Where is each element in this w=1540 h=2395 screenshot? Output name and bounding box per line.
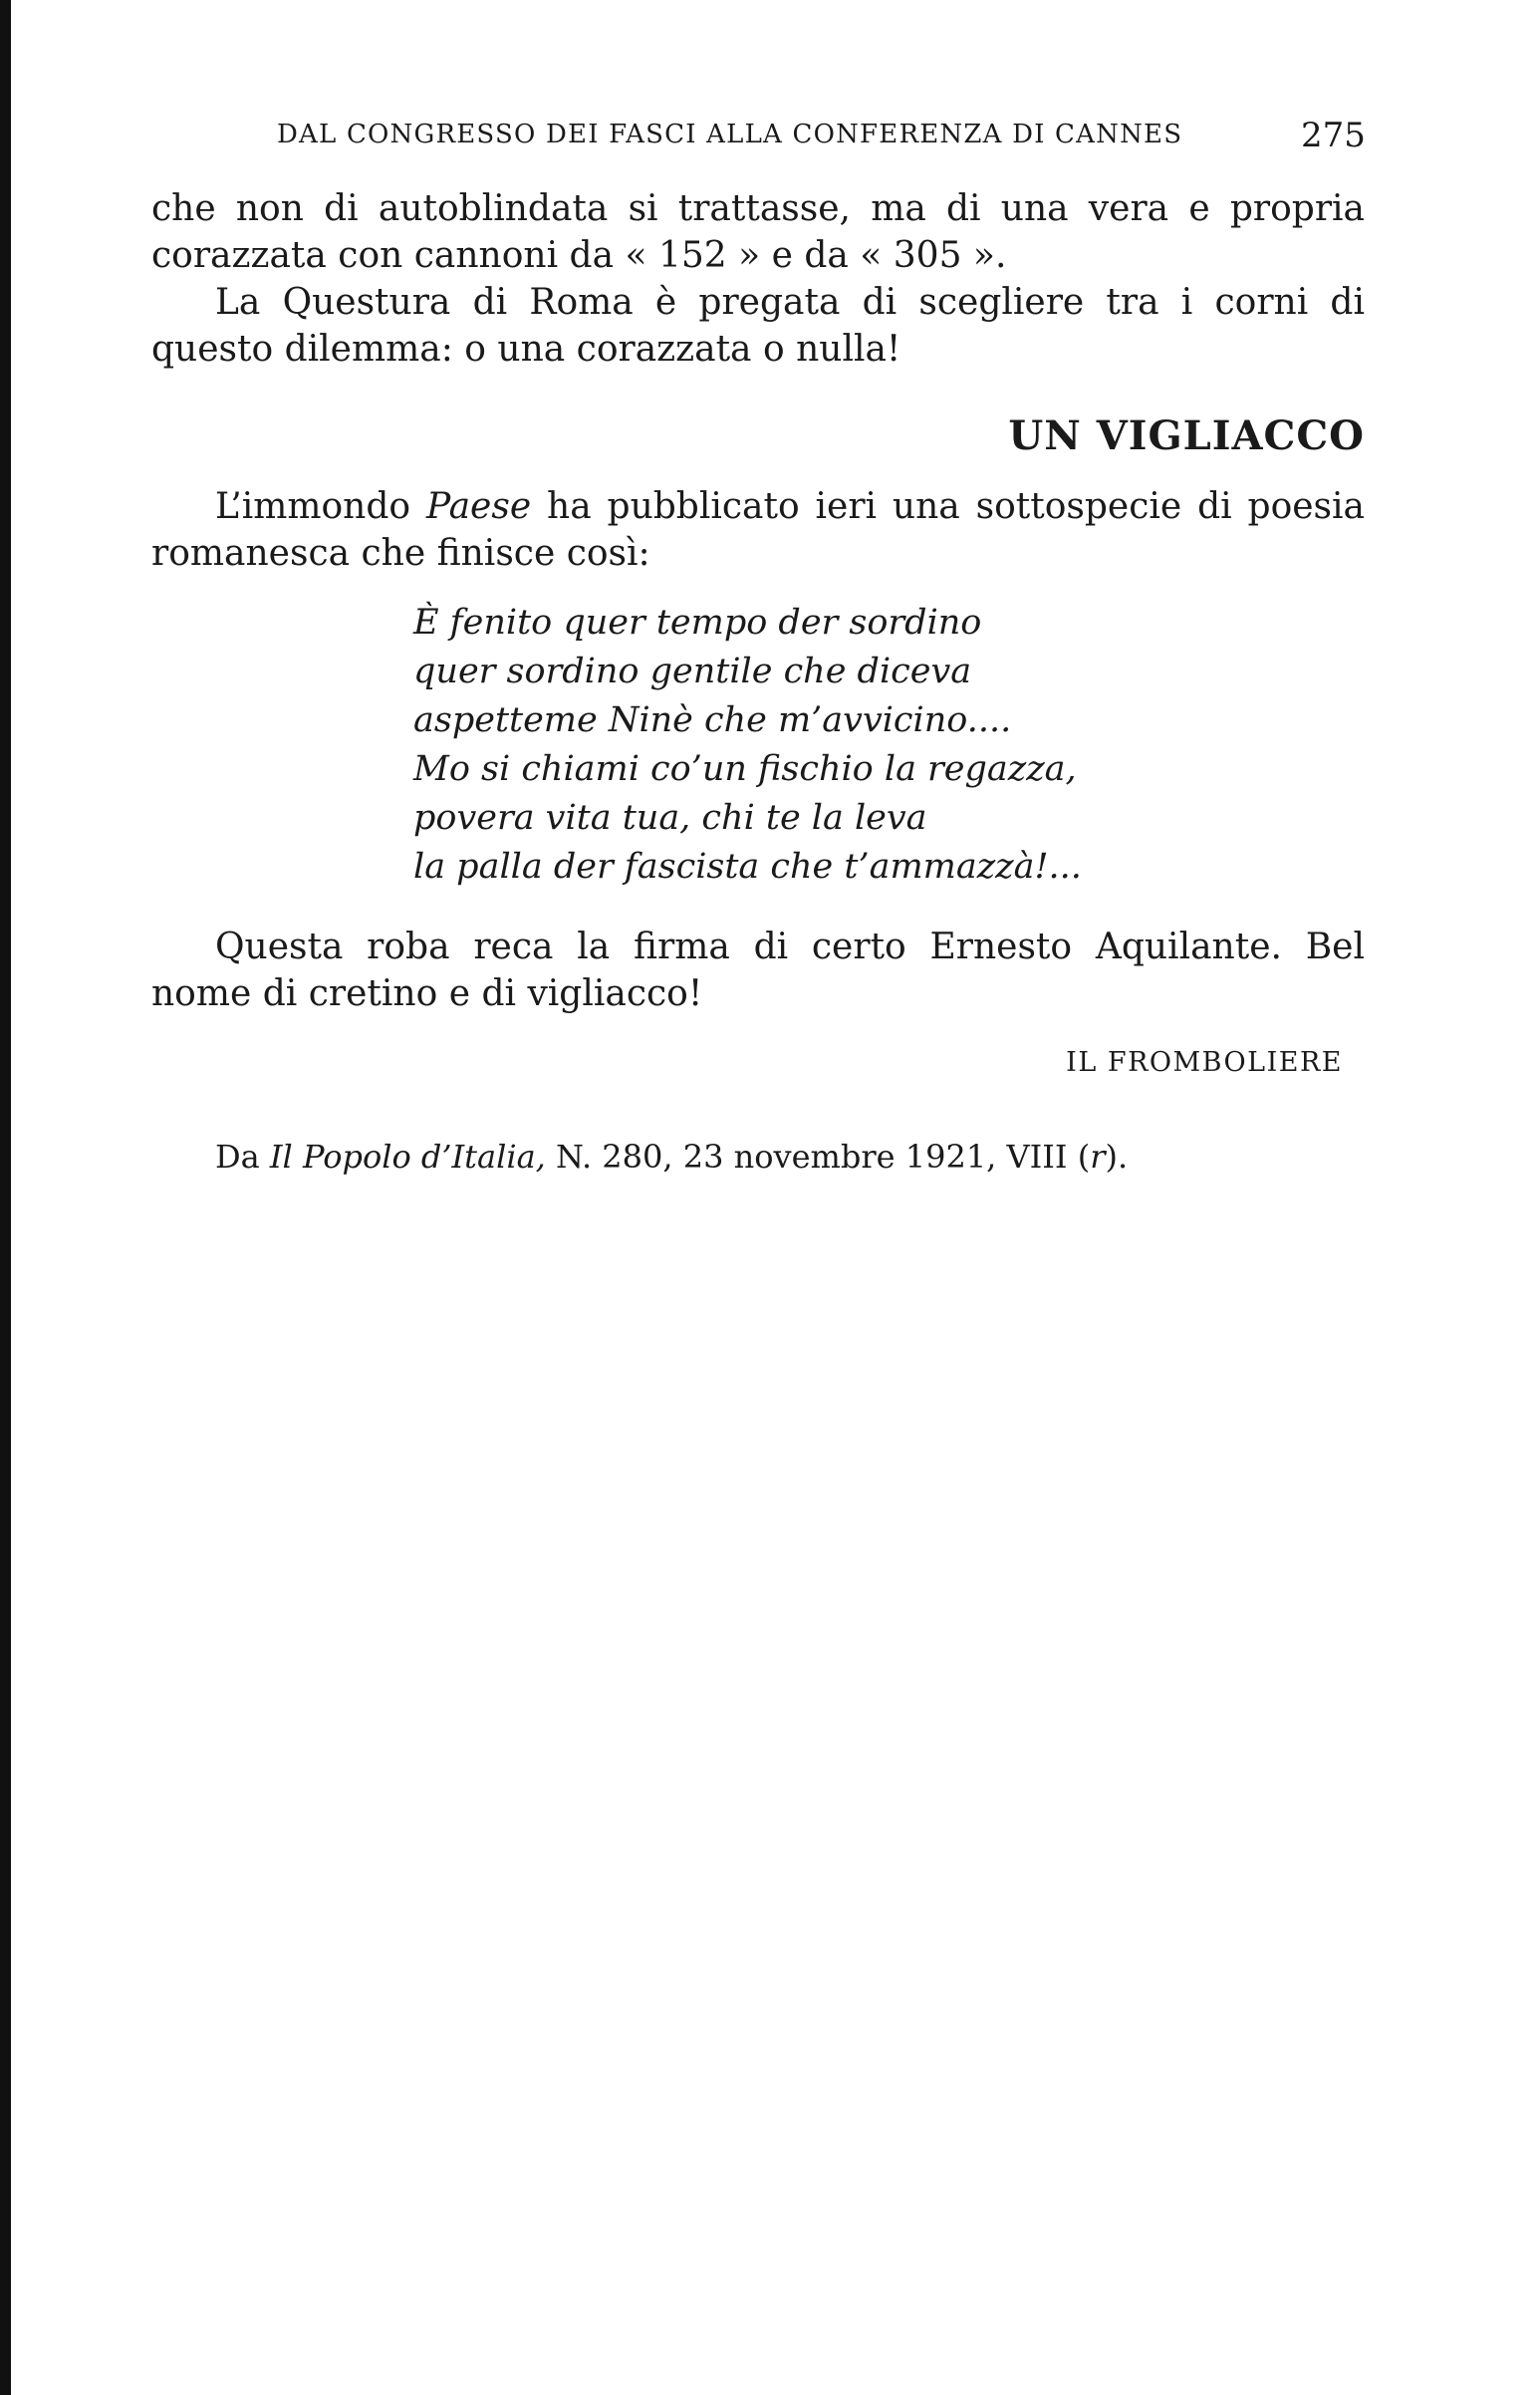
poem-block	[413, 599, 1365, 892]
running-head: DAL CONGRESSO DEI FASCI ALLA CONFERENZA DI CANNES	[277, 120, 1183, 149]
page-header	[0, 0, 1540, 159]
poem-line: aspetteme Ninè che m’avvicino....	[413, 700, 1012, 740]
poem-line: la palla der fascista che t’ammazzà!...	[413, 847, 1082, 887]
intro-newspaper-name: Paese	[425, 486, 532, 527]
poem-line: quer sordino gentile che diceva	[413, 652, 972, 691]
scan-binding-edge	[0, 0, 11, 2395]
source-letter: r	[1090, 1138, 1106, 1176]
paragraph-intro	[151, 483, 1365, 577]
source-citation	[215, 1134, 1365, 1181]
source-suffix: ).	[1105, 1138, 1129, 1176]
signature: IL FROMBOLIERE	[1066, 1047, 1343, 1078]
poem-line: Mo si chiami co’un fischio la regazza,	[413, 749, 1077, 789]
section-title: UN VIGLIACCO	[1008, 412, 1365, 459]
source-newspaper: Il Popolo d’Italia,	[269, 1138, 546, 1176]
paragraph-closing: Questa roba reca la firma di certo Ernesto Aquilante. Bel nome di cretino e di vigliacco!	[151, 927, 1365, 1014]
intro-text-before: L’immondo	[215, 486, 426, 527]
intro-text-after: ha pubblicato ieri una sottospecie di poesia romanesca che finisce così:	[151, 486, 1365, 574]
paragraph-questura: La Questura di Roma è pregata di scegliere tra i corni di questo dilemma: o una corazzata o nulla!	[151, 282, 1365, 370]
paragraph-continuation: che non di autoblindata si trattasse, ma di una vera e propria corazzata con cannoni da « 152 » e da « 305 ».	[151, 188, 1365, 276]
source-prefix: Da	[215, 1138, 270, 1176]
page-number: 275	[1301, 116, 1366, 155]
poem-line: povera vita tua, chi te la leva	[413, 798, 927, 838]
page-body	[151, 185, 1365, 1181]
source-details: N. 280, 23 novembre 1921, VIII (	[545, 1138, 1091, 1176]
poem-line: È fenito quer tempo der sordino	[413, 603, 982, 643]
